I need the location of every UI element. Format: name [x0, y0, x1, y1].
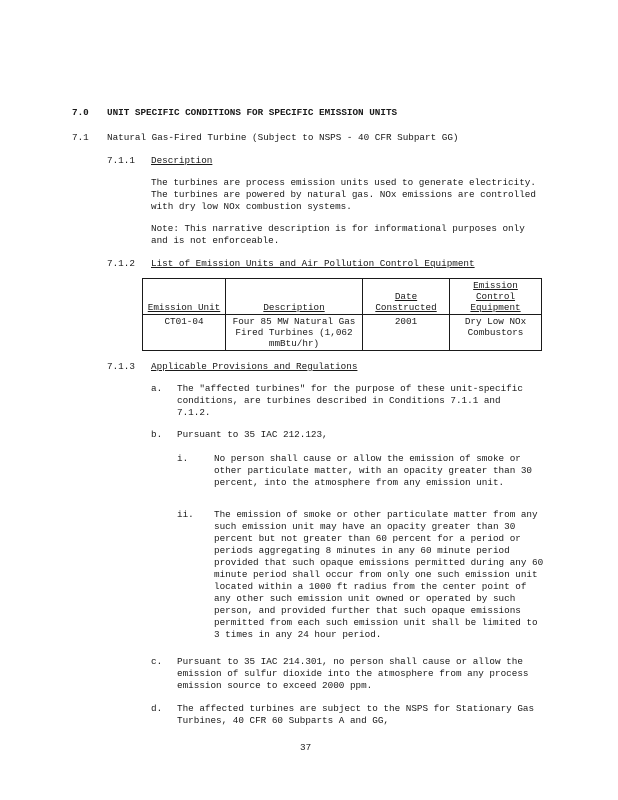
page-number: 37 [300, 742, 312, 753]
section-7-0-title: UNIT SPECIFIC CONDITIONS FOR SPECIFIC EMISSION UNITS [107, 107, 398, 118]
table-row [143, 315, 542, 351]
cell-emission-unit: CT01-04 [143, 315, 226, 351]
item-b-i-label: i. [177, 453, 189, 464]
item-c-label: c. [151, 656, 163, 667]
section-7-1-3-title: Applicable Provisions and Regulations [151, 361, 358, 372]
item-c-text: Pursuant to 35 IAC 214.301, no person shall cause or allow the emission of sulfur dioxide into the atmosphere from any process emission source to exceed 2000 ppm. [177, 656, 529, 691]
item-b-label: b. [151, 429, 163, 440]
cell-date-constructed: 2001 [363, 315, 450, 351]
description-note: Note: This narrative description is for informational purposes only and is not enforceable. [151, 223, 525, 246]
section-7-1-3-number: 7.1.3 [107, 361, 135, 372]
item-b-ii-text: The emission of smoke or other particulate matter from any such emission unit may have an opacity greater than 30 percent but not greater than 60 percent for a period or periods aggregating 8 minutes in any 60 minute period provided that such opaque emissions permitted during any 60 minute period shall occur from only one such emission unit located within a 1000 ft radius from the center point of any other such emission unit owned or operated by such person, and provided further that such opaque emissions permitted from each such emission unit shall be limited to 3 times in any 24 hour period. [214, 509, 544, 640]
item-b-i-text: No person shall cause or allow the emission of smoke or other particulate matter, with an opacity greater than 30 percent, into the atmosphere from any emission unit. [214, 453, 533, 488]
item-a-label: a. [151, 383, 163, 394]
section-7-1-1-number: 7.1.1 [107, 155, 135, 166]
item-a-text: The "affected turbines" for the purpose of these unit-specific conditions, are turbines described in Conditions 7.1.1 and 7.1.2. [177, 383, 523, 418]
header-control-equipment: Emission Control Equipment [450, 279, 542, 315]
item-b-text: Pursuant to 35 IAC 212.123, [177, 429, 328, 440]
section-7-1-2-number: 7.1.2 [107, 258, 135, 269]
section-7-1-number: 7.1 [72, 132, 89, 143]
cell-description: Four 85 MW Natural Gas Fired Turbines (1,062 mmBtu/hr) [226, 315, 363, 351]
section-7-0-number: 7.0 [72, 107, 89, 118]
emission-units-table [142, 278, 542, 351]
header-emission-unit: Emission Unit [143, 279, 226, 315]
cell-control-equipment: Dry Low NOx Combustors [450, 315, 542, 351]
item-b-ii-label: ii. [177, 509, 194, 520]
item-d-label: d. [151, 703, 163, 714]
description-paragraph: The turbines are process emission units used to generate electricity. The turbines are powered by natural gas. NOx emissions are controlled with dry low NOx combustion systems. [151, 177, 536, 212]
header-date-constructed: Date Constructed [363, 279, 450, 315]
section-7-1-2-title: List of Emission Units and Air Pollution Control Equipment [151, 258, 475, 269]
table-header-row [143, 279, 542, 315]
section-7-1-title: Natural Gas-Fired Turbine (Subject to NSPS - 40 CFR Subpart GG) [107, 132, 459, 143]
section-7-1-1-title: Description [151, 155, 213, 166]
item-d-text: The affected turbines are subject to the NSPS for Stationary Gas Turbines, 40 CFR 60 Subparts A and GG, [177, 703, 535, 726]
header-description: Description [226, 279, 363, 315]
